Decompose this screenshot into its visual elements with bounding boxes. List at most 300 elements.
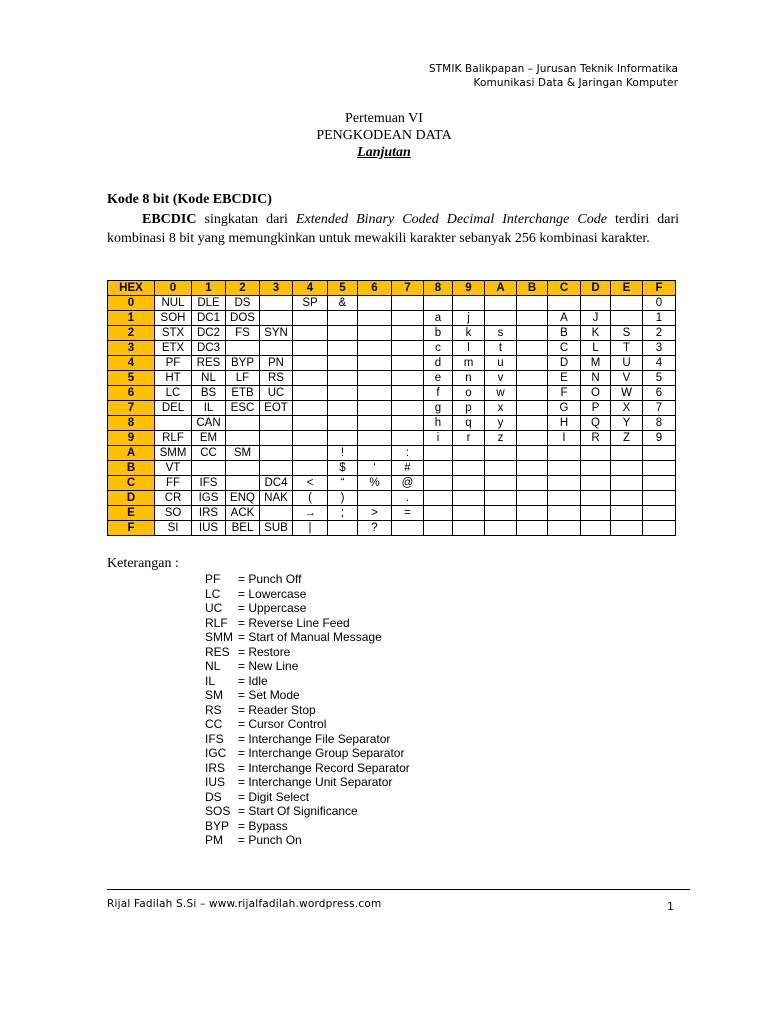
table-cell: ; xyxy=(328,506,358,521)
table-cell xyxy=(485,506,517,521)
table-cell: O xyxy=(581,386,611,401)
table-cell xyxy=(548,521,581,536)
legend-abbreviation: IRS xyxy=(205,760,226,775)
table-cell: p xyxy=(453,401,485,416)
table-cell xyxy=(424,491,453,506)
table-cell xyxy=(517,521,548,536)
legend-description: = Cursor Control xyxy=(238,717,327,731)
legend-item xyxy=(205,761,410,776)
table-cell: < xyxy=(293,476,328,491)
table-cell xyxy=(392,356,424,371)
table-cell: l xyxy=(453,341,485,356)
table-cell: = xyxy=(392,506,424,521)
table-body xyxy=(108,296,676,536)
legend-description: = Bypass xyxy=(238,818,288,833)
document-title xyxy=(0,110,768,161)
table-cell: U xyxy=(611,356,643,371)
table-cell xyxy=(517,371,548,386)
legend-abbreviation: CC xyxy=(205,717,223,731)
table-cell: FS xyxy=(226,326,260,341)
table-cell xyxy=(293,356,328,371)
table-cell xyxy=(226,341,260,356)
table-cell xyxy=(548,491,581,506)
table-cell: SP xyxy=(293,296,328,311)
table-cell xyxy=(424,296,453,311)
table-cell xyxy=(485,491,517,506)
table-cell: HT xyxy=(155,371,192,386)
table-cell: P xyxy=(581,401,611,416)
table-cell: g xyxy=(424,401,453,416)
table-row xyxy=(108,446,676,461)
table-row xyxy=(108,341,676,356)
table-cell xyxy=(517,326,548,341)
legend-description: = Interchange Unit Separator xyxy=(238,775,393,789)
table-cell xyxy=(293,371,328,386)
table-cell xyxy=(611,476,643,491)
table-cell xyxy=(226,461,260,476)
table-cell xyxy=(293,341,328,356)
table-cell: IL xyxy=(192,401,226,416)
intro-paragraph xyxy=(107,210,679,248)
table-cell: 6 xyxy=(643,386,676,401)
page-header xyxy=(429,62,678,90)
row-header: 9 xyxy=(108,431,155,446)
table-cell: a xyxy=(424,311,453,326)
table-cell: y xyxy=(485,416,517,431)
table-cell: NAK xyxy=(260,491,293,506)
table-cell: z xyxy=(485,431,517,446)
row-header: 2 xyxy=(108,326,155,341)
table-cell: SYN xyxy=(260,326,293,341)
row-header: 5 xyxy=(108,371,155,386)
title-subtitle: Lanjutan xyxy=(357,145,411,160)
table-row xyxy=(108,476,676,491)
table-cell: J xyxy=(581,311,611,326)
row-header: 0 xyxy=(108,296,155,311)
row-header: A xyxy=(108,446,155,461)
legend-description: = Interchange Record Separator xyxy=(238,760,410,775)
table-cell xyxy=(424,446,453,461)
table-cell xyxy=(226,476,260,491)
table-row xyxy=(108,371,676,386)
legend-abbreviation: IL xyxy=(205,673,216,688)
table-cell: e xyxy=(424,371,453,386)
table-cell: SMM xyxy=(155,446,192,461)
legend-abbreviation: RES xyxy=(205,644,230,659)
table-cell xyxy=(611,461,643,476)
legend-description: = Uppercase xyxy=(238,601,307,615)
table-cell: EM xyxy=(192,431,226,446)
table-cell xyxy=(328,371,358,386)
legend-description: = New Line xyxy=(238,659,299,673)
table-cell xyxy=(581,506,611,521)
table-cell xyxy=(643,461,676,476)
table-cell: → xyxy=(293,506,328,521)
table-cell xyxy=(226,431,260,446)
table-cell xyxy=(358,446,392,461)
table-cell: 4 xyxy=(643,356,676,371)
table-cell: Q xyxy=(581,416,611,431)
table-cell xyxy=(192,461,226,476)
table-cell xyxy=(517,311,548,326)
table-cell xyxy=(358,431,392,446)
table-cell xyxy=(611,491,643,506)
table-cell xyxy=(424,476,453,491)
table-cell: CR xyxy=(155,491,192,506)
table-cell: ETX xyxy=(155,341,192,356)
table-cell: i xyxy=(424,431,453,446)
table-cell: E xyxy=(548,371,581,386)
legend-list xyxy=(205,572,410,848)
table-cell: DLE xyxy=(192,296,226,311)
table-cell: h xyxy=(424,416,453,431)
table-cell xyxy=(453,461,485,476)
table-cell: FF xyxy=(155,476,192,491)
legend-description: = Interchange File Separator xyxy=(238,731,391,746)
table-cell xyxy=(517,401,548,416)
table-cell: q xyxy=(453,416,485,431)
table-cell xyxy=(485,311,517,326)
table-cell xyxy=(453,506,485,521)
intro-term: EBCDIC xyxy=(142,212,197,227)
table-cell: @ xyxy=(392,476,424,491)
table-cell xyxy=(581,461,611,476)
table-cell xyxy=(517,476,548,491)
table-cell: G xyxy=(548,401,581,416)
table-cell xyxy=(155,416,192,431)
table-cell xyxy=(643,521,676,536)
table-cell: v xyxy=(485,371,517,386)
table-cell: F xyxy=(548,386,581,401)
table-cell xyxy=(517,446,548,461)
table-cell xyxy=(358,416,392,431)
table-cell xyxy=(328,416,358,431)
table-cell: “ xyxy=(328,476,358,491)
table-cell: V xyxy=(611,371,643,386)
table-cell xyxy=(453,476,485,491)
table-cell: & xyxy=(328,296,358,311)
table-cell: IGS xyxy=(192,491,226,506)
table-cell xyxy=(293,416,328,431)
table-cell: m xyxy=(453,356,485,371)
table-cell: : xyxy=(392,446,424,461)
table-cell: D xyxy=(548,356,581,371)
legend-abbreviation: SMM xyxy=(205,630,233,644)
table-cell xyxy=(358,326,392,341)
title-topic: PENGKODEAN DATA xyxy=(316,128,452,143)
table-cell xyxy=(453,521,485,536)
table-cell xyxy=(358,311,392,326)
table-cell: B xyxy=(548,326,581,341)
legend-description: = Reverse Line Feed xyxy=(238,615,350,630)
table-cell: Z xyxy=(611,431,643,446)
table-row xyxy=(108,356,676,371)
table-cell xyxy=(328,311,358,326)
table-cell xyxy=(581,521,611,536)
table-cell: . xyxy=(392,491,424,506)
column-header: B xyxy=(517,281,548,296)
table-cell: r xyxy=(453,431,485,446)
row-header: 1 xyxy=(108,311,155,326)
table-cell: | xyxy=(293,521,328,536)
table-cell: VT xyxy=(155,461,192,476)
table-header-row xyxy=(108,281,676,296)
table-cell: IRS xyxy=(192,506,226,521)
table-cell xyxy=(517,416,548,431)
table-cell xyxy=(293,386,328,401)
table-cell: BYP xyxy=(226,356,260,371)
table-cell xyxy=(293,446,328,461)
table-cell: DC2 xyxy=(192,326,226,341)
row-header: 7 xyxy=(108,401,155,416)
table-cell xyxy=(358,341,392,356)
table-cell: k xyxy=(453,326,485,341)
column-header: E xyxy=(611,281,643,296)
table-cell: x xyxy=(485,401,517,416)
table-row xyxy=(108,416,676,431)
table-cell: DC3 xyxy=(192,341,226,356)
table-cell: SUB xyxy=(260,521,293,536)
table-cell: CAN xyxy=(192,416,226,431)
table-cell xyxy=(517,341,548,356)
table-row xyxy=(108,326,676,341)
table-cell: ‘ xyxy=(358,461,392,476)
row-header: 4 xyxy=(108,356,155,371)
table-cell: H xyxy=(548,416,581,431)
row-header: B xyxy=(108,461,155,476)
table-cell xyxy=(424,461,453,476)
table-cell: 8 xyxy=(643,416,676,431)
table-cell xyxy=(260,416,293,431)
table-cell xyxy=(293,401,328,416)
legend-description: = Punch Off xyxy=(238,572,302,586)
table-cell xyxy=(392,326,424,341)
table-row xyxy=(108,491,676,506)
table-cell xyxy=(260,461,293,476)
table-cell xyxy=(260,341,293,356)
table-cell xyxy=(358,296,392,311)
table-cell xyxy=(643,446,676,461)
legend-item xyxy=(205,833,410,848)
legend-description: = Restore xyxy=(238,644,291,659)
legend-item xyxy=(205,717,410,732)
legend-description: = Set Mode xyxy=(238,688,300,702)
table-cell: n xyxy=(453,371,485,386)
table-cell: u xyxy=(485,356,517,371)
table-row xyxy=(108,506,676,521)
table-cell xyxy=(453,296,485,311)
table-cell xyxy=(611,521,643,536)
legend-item xyxy=(205,587,410,602)
row-header: 6 xyxy=(108,386,155,401)
column-header: 8 xyxy=(424,281,453,296)
table-cell: o xyxy=(453,386,485,401)
table-cell: DC1 xyxy=(192,311,226,326)
table-cell: RS xyxy=(260,371,293,386)
table-cell xyxy=(548,506,581,521)
legend-item xyxy=(205,746,410,761)
column-header: F xyxy=(643,281,676,296)
intro-text-1: singkatan dari xyxy=(196,212,296,227)
table-cell: c xyxy=(424,341,453,356)
header-institution: STMIK Balikpapan – Jurusan Teknik Informatika xyxy=(428,63,678,75)
table-cell xyxy=(328,386,358,401)
table-cell: S xyxy=(611,326,643,341)
column-header: 6 xyxy=(358,281,392,296)
legend-description: = Punch On xyxy=(238,833,302,847)
column-header: 4 xyxy=(293,281,328,296)
table-cell xyxy=(548,461,581,476)
ebcdic-table xyxy=(107,280,676,536)
table-cell xyxy=(581,446,611,461)
table-cell xyxy=(293,431,328,446)
table-cell: X xyxy=(611,401,643,416)
table-cell: A xyxy=(548,311,581,326)
table-cell xyxy=(548,296,581,311)
table-cell: W xyxy=(611,386,643,401)
table-row xyxy=(108,296,676,311)
table-cell: NUL xyxy=(155,296,192,311)
table-cell: M xyxy=(581,356,611,371)
table-cell: DS xyxy=(226,296,260,311)
table-cell xyxy=(328,356,358,371)
table-cell xyxy=(293,326,328,341)
table-cell xyxy=(485,476,517,491)
column-header: A xyxy=(485,281,517,296)
table-cell xyxy=(517,506,548,521)
table-cell xyxy=(548,446,581,461)
legend-abbreviation: SM xyxy=(205,688,223,702)
table-cell xyxy=(392,416,424,431)
table-cell xyxy=(260,311,293,326)
table-cell xyxy=(517,461,548,476)
table-cell: w xyxy=(485,386,517,401)
table-cell: UC xyxy=(260,386,293,401)
table-cell: ACK xyxy=(226,506,260,521)
column-header: 0 xyxy=(155,281,192,296)
table-cell xyxy=(328,326,358,341)
table-cell xyxy=(643,491,676,506)
table-row xyxy=(108,311,676,326)
table-cell xyxy=(485,296,517,311)
table-cell: 7 xyxy=(643,401,676,416)
table-cell xyxy=(392,386,424,401)
table-cell: ) xyxy=(328,491,358,506)
column-header: 3 xyxy=(260,281,293,296)
legend-abbreviation: RS xyxy=(205,702,222,717)
table-cell xyxy=(485,446,517,461)
table-cell xyxy=(358,401,392,416)
legend-abbreviation: PM xyxy=(205,833,223,847)
table-cell: CC xyxy=(192,446,226,461)
table-cell xyxy=(453,491,485,506)
legend-item xyxy=(205,688,410,703)
table-cell: T xyxy=(611,341,643,356)
table-cell: LC xyxy=(155,386,192,401)
table-cell: b xyxy=(424,326,453,341)
legend-abbreviation: IFS xyxy=(205,731,224,746)
header-course: Komunikasi Data & Jaringan Komputer xyxy=(473,77,678,89)
intro-text-2: terdiri dari kombinasi 8 bit yang memungkinkan untuk mewakili karakter sebanyak 256 kombinasi karakter. xyxy=(107,212,679,246)
table-cell xyxy=(328,431,358,446)
table-cell: 3 xyxy=(643,341,676,356)
table-cell: t xyxy=(485,341,517,356)
legend-item xyxy=(205,630,410,645)
table-cell xyxy=(392,401,424,416)
table-cell xyxy=(643,506,676,521)
table-cell: BEL xyxy=(226,521,260,536)
table-cell xyxy=(611,311,643,326)
table-cell xyxy=(485,461,517,476)
table-cell: BS xyxy=(192,386,226,401)
table-cell: ETB xyxy=(226,386,260,401)
table-cell: ? xyxy=(358,521,392,536)
table-cell xyxy=(358,356,392,371)
table-cell xyxy=(581,476,611,491)
table-cell xyxy=(293,311,328,326)
table-cell xyxy=(358,386,392,401)
table-cell: IUS xyxy=(192,521,226,536)
table-cell: s xyxy=(485,326,517,341)
legend-item xyxy=(205,804,410,819)
footer-author: Rijal Fadilah S.Si – www.rijalfadilah.wordpress.com xyxy=(107,898,382,910)
table-row xyxy=(108,386,676,401)
legend-item xyxy=(205,616,410,631)
table-cell xyxy=(328,521,358,536)
table-cell xyxy=(611,446,643,461)
table-cell: C xyxy=(548,341,581,356)
table-cell xyxy=(392,341,424,356)
table-cell xyxy=(260,506,293,521)
legend-abbreviation: LC xyxy=(205,586,221,601)
table-cell xyxy=(392,431,424,446)
legend-item xyxy=(205,572,410,587)
table-cell: IFS xyxy=(192,476,226,491)
table-cell xyxy=(517,386,548,401)
legend-item xyxy=(205,703,410,718)
legend-abbreviation: SOS xyxy=(205,804,231,818)
table-cell xyxy=(517,356,548,371)
table-cell xyxy=(424,521,453,536)
table-cell: SI xyxy=(155,521,192,536)
column-header: D xyxy=(581,281,611,296)
table-row xyxy=(108,401,676,416)
table-cell: ! xyxy=(328,446,358,461)
legend-abbreviation: DS xyxy=(205,789,222,804)
table-cell: K xyxy=(581,326,611,341)
footer-divider xyxy=(107,889,690,890)
table-cell: ENQ xyxy=(226,491,260,506)
intro-full-name: Extended Binary Coded Decimal Interchange Code xyxy=(295,212,607,227)
table-cell: j xyxy=(453,311,485,326)
table-cell: 2 xyxy=(643,326,676,341)
row-header: E xyxy=(108,506,155,521)
column-header: C xyxy=(548,281,581,296)
table-cell: DOS xyxy=(226,311,260,326)
table-cell: LF xyxy=(226,371,260,386)
legend-abbreviation: RLF xyxy=(205,615,228,630)
table-cell: f xyxy=(424,386,453,401)
table-corner: HEX xyxy=(108,281,155,296)
table-row xyxy=(108,431,676,446)
table-cell xyxy=(260,446,293,461)
table-cell: R xyxy=(581,431,611,446)
table-cell xyxy=(328,341,358,356)
legend-abbreviation: IUS xyxy=(205,775,226,789)
column-header: 1 xyxy=(192,281,226,296)
table-cell: PN xyxy=(260,356,293,371)
table-cell xyxy=(358,491,392,506)
